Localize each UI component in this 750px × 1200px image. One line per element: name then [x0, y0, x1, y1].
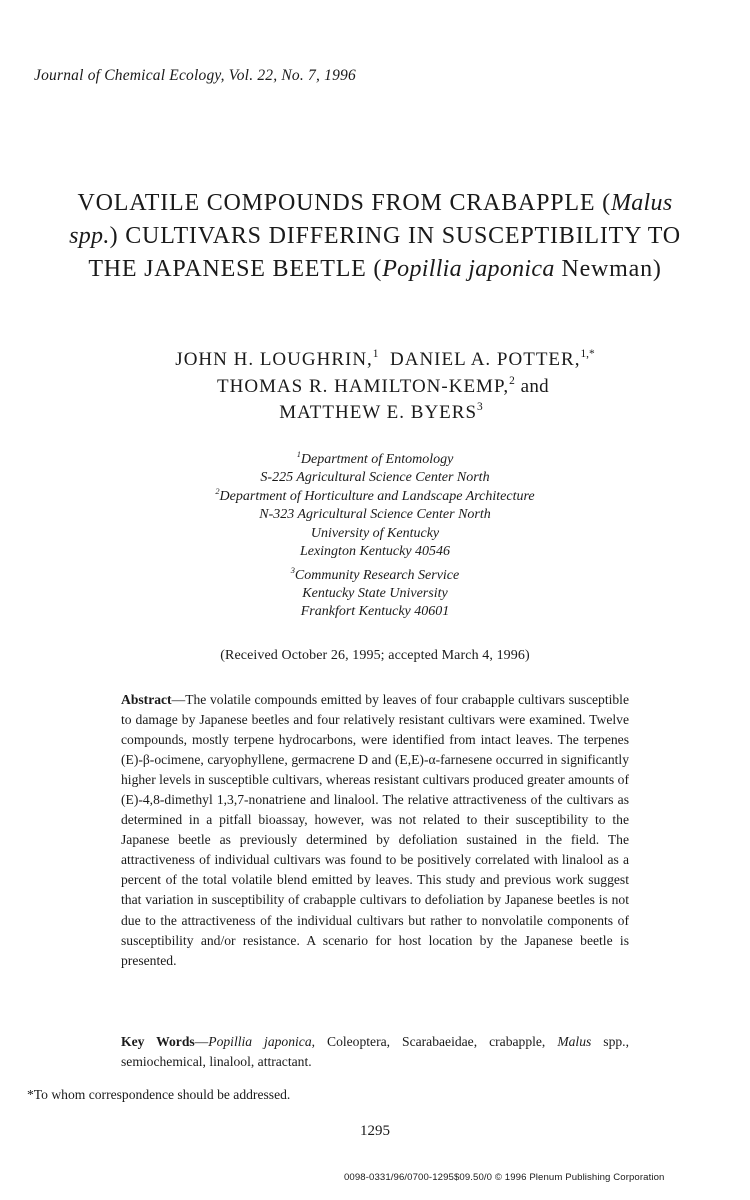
copyright-line: 0098-0331/96/0700-1295$09.50/0 © 1996 Plenum Publishing Corporation [344, 1172, 665, 1183]
title-line-3: THE JAPANESE BEETLE (Popillia japonica Newman) [88, 256, 662, 282]
page-number: 1295 [360, 1123, 390, 1139]
authors-line-3: MATTHEW E. BYERS$^3$ [279, 401, 483, 423]
author-name: DANIEL A. POTTER, [390, 349, 581, 370]
affiliation-line: Frankfort Kentucky 40601 [300, 604, 450, 619]
affiliation-line: S-225 Agricultural Science Center North [260, 470, 490, 485]
author-name: JOHN H. LOUGHRIN, [175, 349, 373, 370]
affiliation-line: Lexington Kentucky 40546 [299, 544, 451, 559]
affiliation-line: University of Kentucky [310, 526, 440, 541]
correspondence-footnote: *To whom correspondence should be addressed. [27, 1087, 291, 1102]
affiliation-line: $^2$Department of Horticulture and Landscape Architecture [215, 487, 535, 504]
authors-line-1: JOHN H. LOUGHRIN,$^1$ DANIEL A. POTTER,$^{1,*}$ [175, 348, 595, 370]
journal-citation: Journal of Chemical Ecology, Vol. 22, No. 7, 1996 [34, 67, 356, 84]
author-name: MATTHEW E. BYERS [279, 402, 478, 423]
author-name: THOMAS R. HAMILTON-KEMP, [217, 376, 510, 397]
authors-line-2: THOMAS R. HAMILTON-KEMP,$^2$ and [217, 375, 549, 397]
title-line-1: VOLATILE COMPOUNDS FROM CRABAPPLE (Malus [77, 190, 673, 216]
affiliation-line: N-323 Agricultural Science Center North [259, 507, 491, 522]
abstract-label: Abstract [121, 692, 172, 707]
affiliation-line: Kentucky State University [302, 586, 448, 601]
title-line-2: spp.) CULTIVARS DIFFERING IN SUSCEPTIBILITY TO [69, 223, 681, 249]
affiliation-line: $^1$Department of Entomology [296, 450, 454, 467]
affiliation-line: $^3$Community Research Service [290, 566, 460, 583]
received-dates: (Received October 26, 1995; accepted March 4, 1996) [220, 648, 530, 663]
key-words-label: Key Words [121, 1034, 195, 1049]
key-words: Key Words—Popillia japonica, Coleoptera, Scarabaeidae, crabapple, Malus spp., semiochemical, linalool, attractant. [121, 1034, 629, 1069]
abstract [121, 690, 629, 971]
abstract-text: —The volatile compounds emitted by leaves of four crabapple cultivars susceptible to damage by Japanese beetles and four relatively resistant cultivars were examined. Twelve compounds, mostly terpene hydrocarbons, were identified from intact leaves. The terpenes (E)-β-ocimene, caryophyllene, germacrene D and (E,E)-α-farnesene occurred in significantly higher levels in susceptible cultivars, whereas resistant cultivars produced greater amounts of (E)-4,8-dimethyl 1,3,7-nonatriene and linalool. The relative attractiveness of the cultivars as determined in a pitfall bioassay, however, was not related to their susceptibility to the Japanese beetle as previously determined by defoliation sustained in the field. The attractiveness of individual cultivars was found to be positively correlated with linalool as a percent of the total volatile blend emitted by leaves. This study and previous work suggest that variation in susceptibility of crabapple cultivars to defoliation by Japanese beetles is not due to the attractiveness of the individual cultivars but rather to nonvolatile components of susceptibility and/or resistance. A scenario for host location by the Japanese beetle is presented. [121, 692, 629, 968]
